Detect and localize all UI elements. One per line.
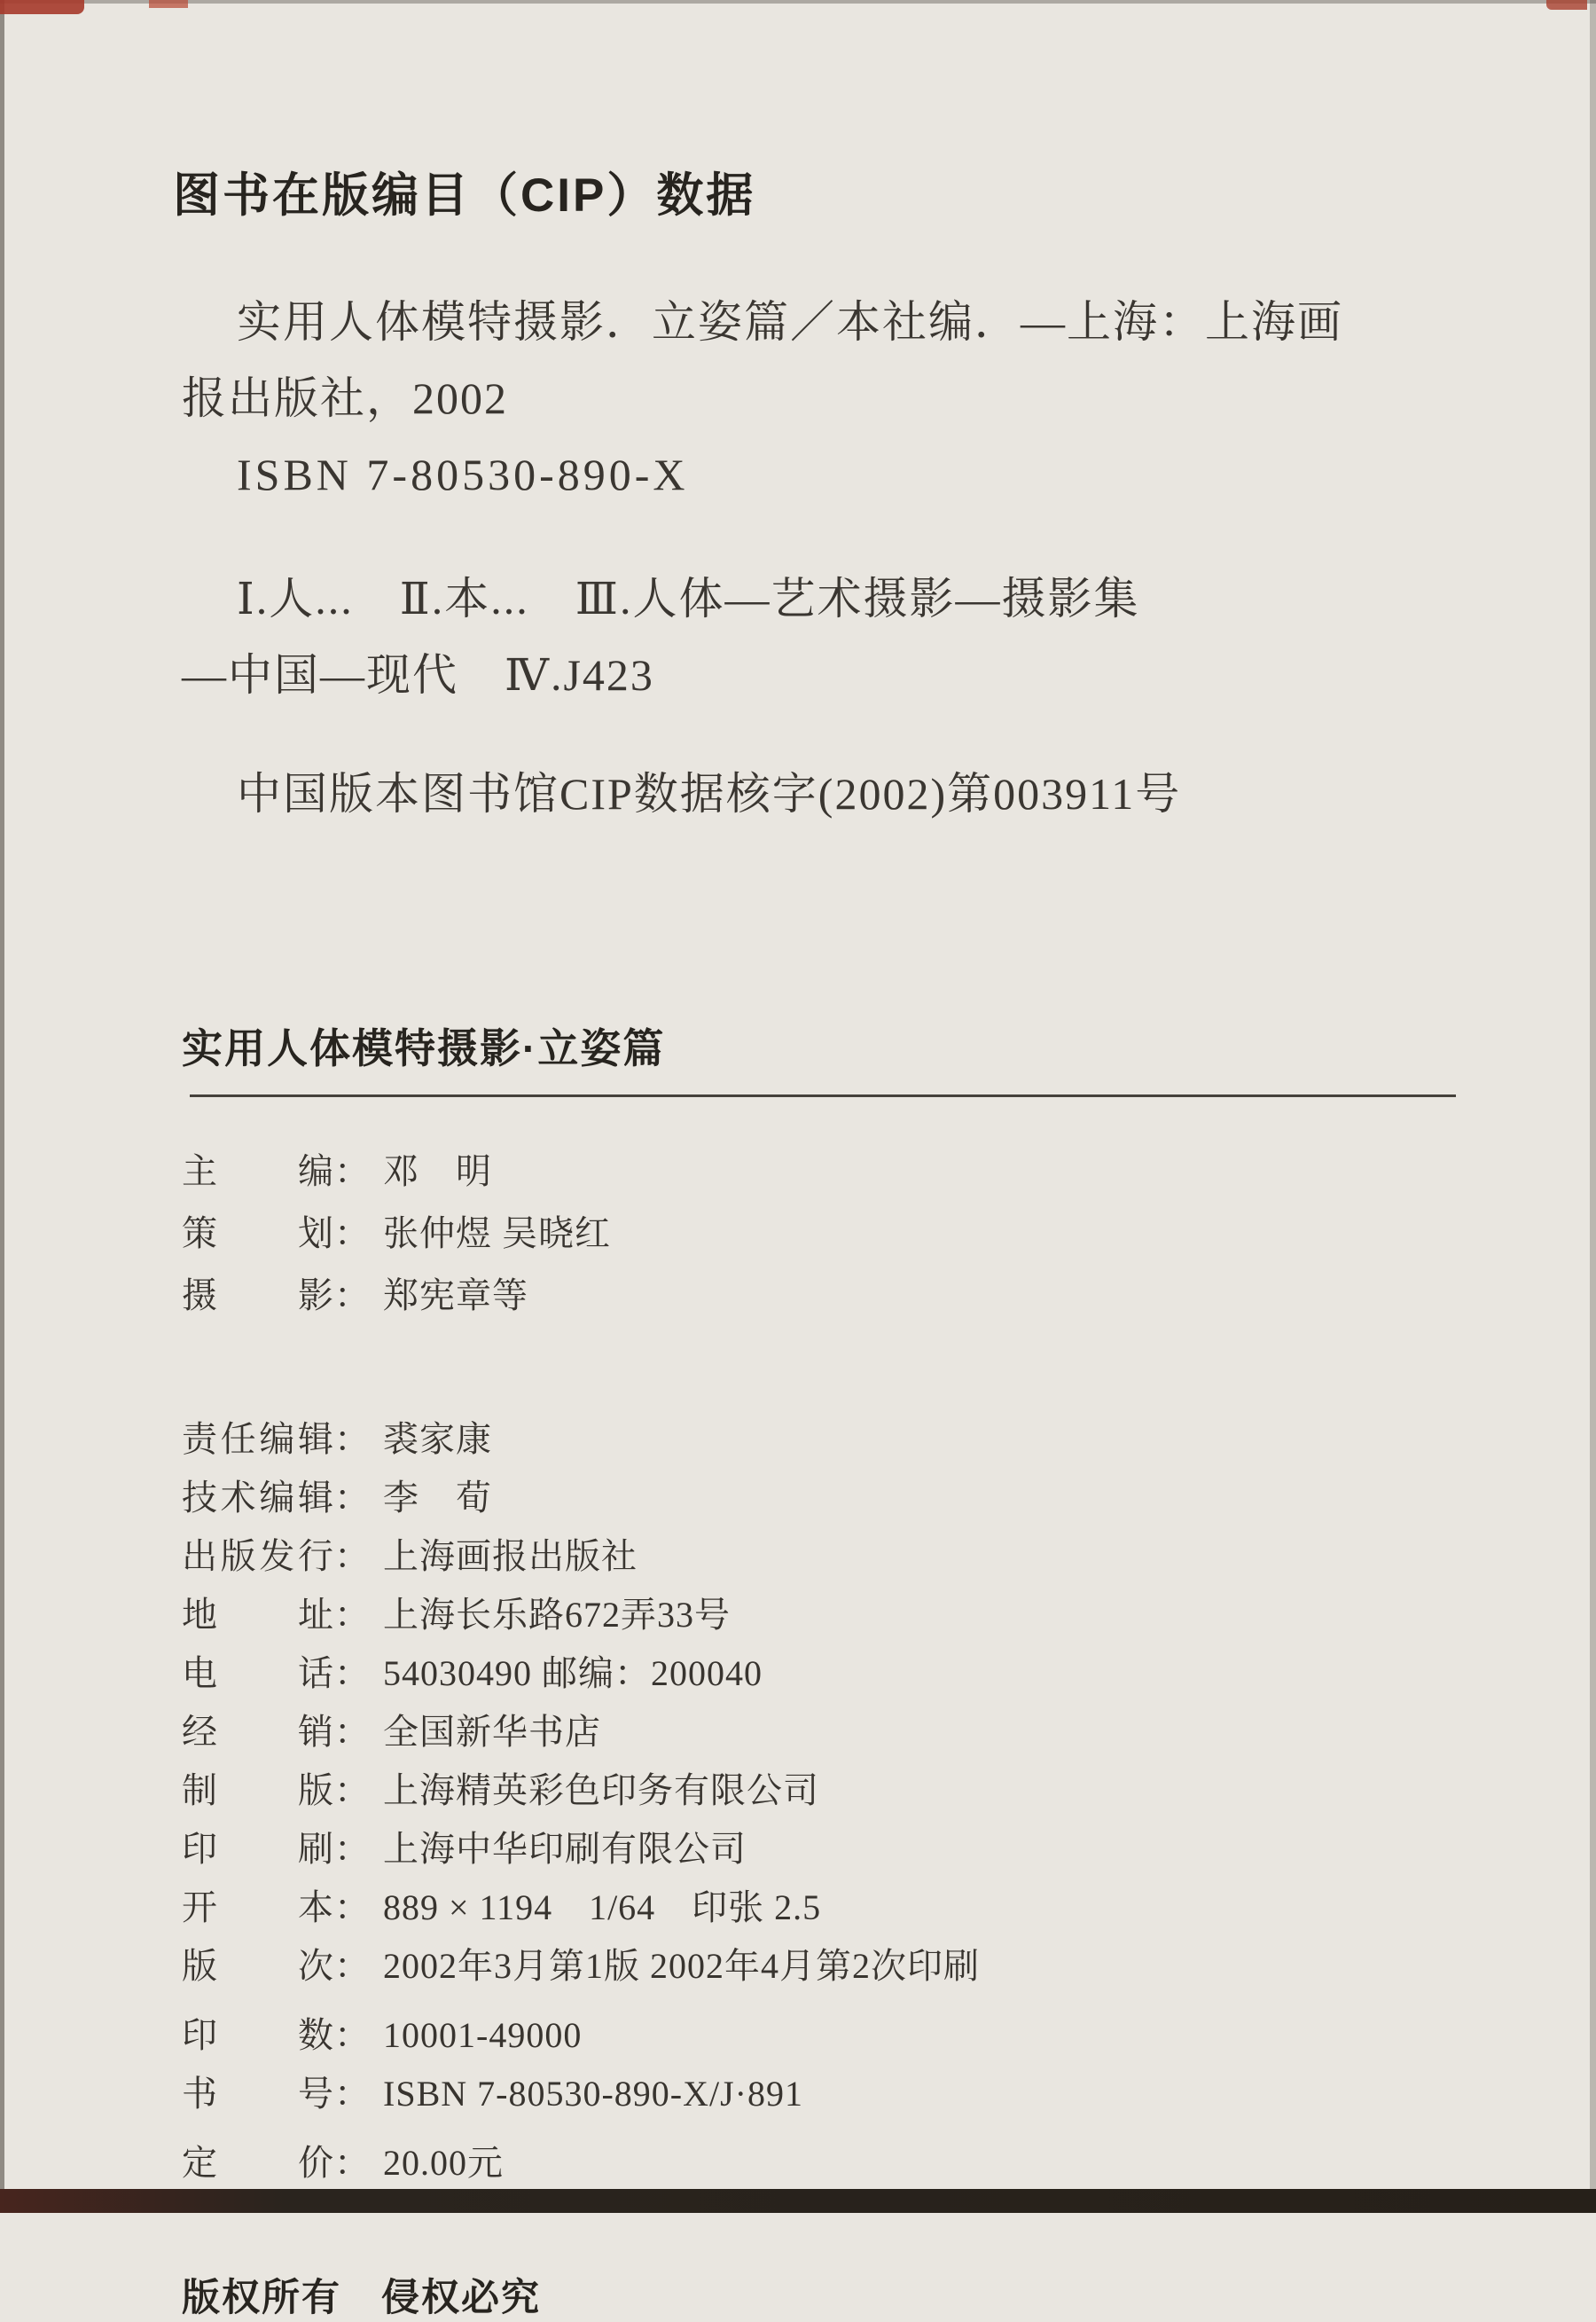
colon: ： (334, 1946, 371, 1986)
title-section (182, 1016, 1463, 1097)
pub-row-distribution (182, 1704, 1463, 1762)
credit-label: 策划 (182, 1213, 334, 1253)
scan-red-mark-corner (0, 0, 84, 14)
colon: ： (334, 1151, 371, 1191)
colon: ： (334, 1887, 371, 1927)
scan-edge-left (0, 0, 4, 2213)
pub-value: 上海长乐路672弄33号 (383, 1595, 731, 1635)
pub-row-platemaking (182, 1762, 1463, 1821)
credit-row-chief-editor (182, 1143, 1463, 1205)
pub-label: 出版发行 (182, 1536, 334, 1576)
pub-value: 全国新华书店 (383, 1712, 601, 1752)
pub-value: 上海画报出版社 (383, 1536, 638, 1576)
pub-value: 裘家康 (383, 1419, 492, 1459)
cip-number-line: 中国版本图书馆CIP数据核字(2002)第003911号 (237, 769, 1182, 819)
scan-red-mark-top-right (1546, 0, 1587, 10)
colon: ： (334, 2143, 371, 2183)
cip-title-line: 实用人体模特摄影．立姿篇／本社编．—上海：上海画 (237, 297, 1343, 347)
pub-label: 开本 (182, 1887, 334, 1927)
pub-label: 电话 (182, 1653, 334, 1693)
pub-label: 经销 (182, 1712, 334, 1752)
pub-row-edition (182, 1938, 1463, 1996)
copyright-notice: 版权所有 侵权必究 (182, 2277, 541, 2319)
pub-label: 版次 (182, 1946, 334, 1986)
pub-value: 54030490 邮编：200040 (383, 1653, 763, 1693)
colon: ： (334, 1770, 371, 1810)
colon: ： (334, 1712, 371, 1752)
pub-value: 上海精英彩色印务有限公司 (383, 1770, 819, 1810)
colon: ： (334, 1829, 371, 1869)
pub-label: 制版 (182, 1770, 334, 1810)
pub-value: 2002年3月第1版 2002年4月第2次印刷 (383, 1946, 980, 1986)
cip-class-line-2: —中国—现代 Ⅳ.J423 (182, 650, 654, 700)
cip-isbn-line: ISBN 7-80530-890-X (237, 450, 689, 499)
colon: ： (334, 1419, 371, 1459)
colon: ： (334, 1275, 371, 1315)
scan-edge-right (1590, 0, 1596, 2213)
credit-row-photographer (182, 1267, 1463, 1330)
colon: ： (334, 1653, 371, 1693)
pub-label: 技术编辑 (182, 1478, 334, 1518)
pub-row-publisher (182, 1528, 1463, 1587)
pub-label: 定价 (182, 2143, 334, 2183)
pub-label: 印刷 (182, 1829, 334, 1869)
pub-row-responsible-editor (182, 1411, 1463, 1470)
cip-paragraph (182, 284, 1463, 832)
colon: ： (334, 2074, 371, 2114)
pub-value: 上海中华印刷有限公司 (383, 1829, 747, 1869)
pub-row-book-number (182, 2066, 1463, 2124)
book-title: 实用人体模特摄影·立姿篇 (182, 1025, 666, 1071)
credit-value: 邓 明 (383, 1151, 492, 1191)
pub-row-print-run (182, 2007, 1463, 2066)
pub-row-address (182, 1587, 1463, 1645)
credit-label: 摄影 (182, 1275, 334, 1315)
cip-class-line-1: Ⅰ.人... Ⅱ.本... Ⅲ.人体—艺术摄影—摄影集 (237, 574, 1140, 624)
colon: ： (334, 1478, 371, 1518)
scan-edge-bottom (0, 2189, 1596, 2213)
cip-publisher-line: 报出版社，2002 (182, 373, 508, 423)
pub-value: 20.00元 (383, 2143, 504, 2183)
pub-value: ISBN 7-80530-890-X/J·891 (383, 2074, 803, 2114)
pub-row-telephone (182, 1645, 1463, 1704)
pub-value: 李 荀 (383, 1478, 492, 1518)
credit-value: 郑宪章等 (383, 1275, 528, 1315)
pub-label: 书号 (182, 2074, 334, 2114)
pub-label: 地址 (182, 1595, 334, 1635)
pub-value: 889 × 1194 1/64 印张 2.5 (383, 1887, 822, 1927)
scan-edge-top (0, 0, 1596, 4)
credit-label: 主编 (182, 1151, 334, 1191)
pub-row-format (182, 1879, 1463, 1938)
colon: ： (334, 2015, 371, 2055)
credits-section (182, 1143, 1463, 1330)
pub-value: 10001-49000 (383, 2015, 583, 2055)
pub-row-printing (182, 1821, 1463, 1879)
cip-header: 图书在版编目（CIP）数据 (173, 169, 756, 222)
pub-label: 责任编辑 (182, 1419, 334, 1459)
scan-red-mark-top (149, 0, 188, 8)
credit-row-planners (182, 1205, 1463, 1267)
publication-section (182, 1411, 1463, 2193)
colon: ： (334, 1595, 371, 1635)
pub-row-price (182, 2135, 1463, 2193)
title-divider (190, 1094, 1456, 1097)
colon: ： (334, 1213, 371, 1253)
colon: ： (334, 1536, 371, 1576)
credit-value: 张仲煜 吴晓红 (383, 1213, 611, 1253)
pub-row-technical-editor (182, 1470, 1463, 1528)
pub-label: 印数 (182, 2015, 334, 2055)
